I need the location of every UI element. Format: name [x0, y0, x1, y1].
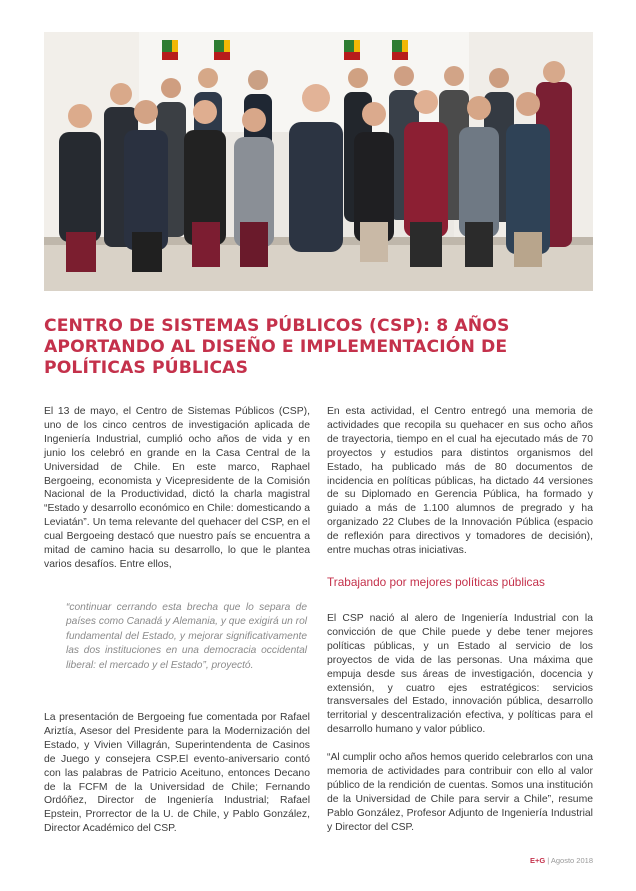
headline-line-3: POLÍTICAS PÚBLICAS	[44, 358, 249, 378]
left-column-paragraph-1	[44, 405, 310, 572]
right-column-paragraph-2	[327, 612, 593, 737]
article-headline	[44, 316, 604, 379]
subheading-text: Trabajando por mejores políticas públicas	[327, 575, 545, 589]
paragraph-origin: El CSP nació al alero de Ingeniería Industrial con la convicción de que Chile puede y debe tener mejores políticas públicas, y un Estado al servicio de los proyectos de vida de las personas. Una máxima que empuja desde sus áreas de investigación, docencia y extensión, y cuatro ejes estratégicos: servicios transversales del Estado, innovación pública, desarrollo territorial y descentralización efectiva, y políticas para el desarrollo humano y valor público.	[327, 613, 593, 736]
group-photo	[44, 32, 593, 291]
footer-issue: Agosto 2018	[550, 856, 593, 865]
footer-separator: |	[545, 856, 551, 865]
right-column-paragraph-3	[327, 751, 593, 834]
paragraph-activities: En esta actividad, el Centro entregó una memoria de actividades que recopila su quehacer en sus ocho años de trayectoria, tiempo en el cual ha ejecutado más de 70 proyectos y estudios para distintos organismos del Estado, ha publicado más de 80 documentos de incidencia en políticas públicas, ha dictado 44 versiones de su Diplomado en Gerencia Pública, ha formado y guiado a más de 1.100 alumnos de pregrado y ha organizado 22 Clubes de la Innovación Pública (espacio de reflexión para directivos y tomadores de decisión), entre muchas otras iniciativas.	[327, 406, 593, 557]
paragraph-intro: El 13 de mayo, el Centro de Sistemas Públicos (CSP), uno de los cinco centros de investigación aplicada de Ingeniería Industrial, cumplió ocho años de vida y en junio los celebró en grande en la Casa Central de la Universidad de Chile. En este marco, Raphael Bergoeing, economista y Vicepresidente de la Comisión Nacional de la Productividad, dictó la charla magistral “Estado y desarrollo económico en Chile: domesticando a Leviatán”. Un tema relevante del quehacer del CSP, en el cual Bergoeing destacó que nuestro país se encuentra a mitad de camino hacia su desarrollo, lo que le plantea varios desafíos. Entre ellos,	[44, 406, 310, 570]
headline-line-2: APORTANDO AL DISEÑO E IMPLEMENTACIÓN DE	[44, 337, 508, 357]
footer-brand: E+G	[529, 856, 546, 865]
group-photo-illustration	[44, 32, 593, 291]
paragraph-presentation: La presentación de Bergoeing fue comentada por Rafael Ariztía, Asesor del Presidente para la Modernización del Estado, y Vivien Villagrán, Superintendenta de Casinos de Juego y consejera CSP.El evento-aniversario contó con las palabras de Patricio Aceituno, entonces Decano de la FCFM de la Universidad de Chile; Fernando Ordóñez, Director de Ingeniería Industrial; Rafael Epstein, Prorrector de la U. de Chile, y Pablo González, Director Académico del CSP.	[44, 712, 310, 835]
section-subheading	[327, 575, 593, 590]
right-column-paragraph-1	[327, 405, 593, 558]
pull-quote-text: “continuar cerrando esta brecha que lo separa de países como Canadá y Alemania, y que exigirá un rol fundamental del Estado, y mejorar significativamente las dos instituciones en una democracia occidental liberal: el mercado y el Estado”, proyectó.	[66, 602, 307, 671]
pull-quote	[66, 601, 307, 673]
left-column-paragraph-2	[44, 711, 310, 836]
paragraph-closing-quote: “Al cumplir ocho años hemos querido celebrarlos con una memoria de actividades para contribuir con ello al valor público de la rendición de cuentas. Somos una institución de la Universidad de Chile para servir a Chile”, resume Pablo González, Profesor Adjunto de Ingeniería Industrial y Director del CSP.	[327, 752, 593, 833]
headline-line-1: CENTRO DE SISTEMAS PÚBLICOS (CSP): 8 AÑOS	[44, 316, 510, 336]
page-footer	[530, 856, 593, 865]
